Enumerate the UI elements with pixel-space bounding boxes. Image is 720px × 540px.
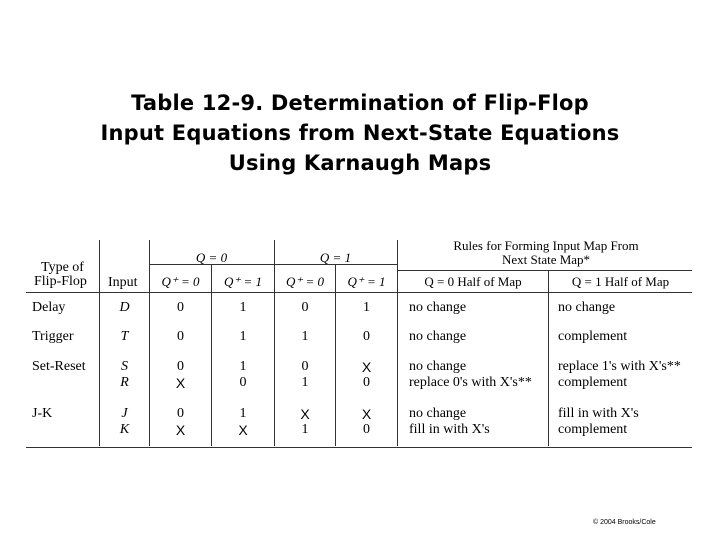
cell-inputs-row-1-line-1: D [119,300,130,315]
title-line-2: Input Equations from Next-State Equations [100,121,620,145]
cell-rule0-row-2-line-1: no change [409,329,467,344]
cell-rule1-row-3-line-1: replace 1's with X's** [558,359,681,374]
hrule-table-bottom [26,447,692,448]
cell-v00-row-3-line-2: X [175,375,186,391]
cell-rule0-row-3-line-2: replace 0's with X's** [409,375,532,390]
cell-v01-row-3-line-2: 0 [239,375,247,390]
cell-v11-row-4-line-1: X [361,406,372,422]
hrule-header-bottom [26,292,692,293]
title-line-3: Using Karnaugh Maps [228,151,492,175]
cell-type-row-3-line-1: Set-Reset [32,359,86,374]
cell-v11-row-3-line-1: X [361,359,372,375]
cell-rule1-row-3-line-2: complement [558,375,628,390]
cell-v00-row-1-line-1: 0 [177,300,184,315]
cell-v01-row-4-line-2: X [238,422,248,438]
cell-v00-row-4-line-2: X [175,422,186,438]
header-type-line-2: Flip-Flop [34,274,87,289]
copyright-notice: © 2004 Brooks/Cole [593,519,656,526]
cell-v01-row-1-line-1: 1 [239,300,247,315]
cell-rule0-row-4-line-2: fill in with X's [409,422,490,437]
header-half-1: Q = 1 Half of Map [571,274,670,289]
header-type-line-1: Type of [41,260,84,275]
cell-v01-row-4-line-1: 1 [239,406,247,421]
cell-v11-row-4-line-2: 0 [363,422,370,437]
cell-inputs-row-3-line-2: R [120,375,129,390]
flip-flop-table [26,238,692,448]
cell-v00-row-4-line-1: 0 [177,406,184,421]
cell-type-row-2-line-1: Trigger [32,329,74,344]
header-qplus0-a: Q⁺ = 0 [161,274,200,289]
cell-v01-row-3-line-1: 1 [239,359,247,374]
cell-v00-row-2-line-1: 0 [177,329,184,344]
cell-rule0-row-4-line-1: no change [409,406,467,421]
cell-v10-row-3-line-1: 0 [301,359,309,374]
cell-v11-row-3-line-2: 0 [363,375,370,390]
cell-v11-row-1-line-1: 1 [363,300,370,315]
cell-v10-row-3-line-2: 1 [301,375,309,390]
vrule-rule-halves [548,270,549,446]
cell-inputs-row-4-line-1: J [121,406,128,421]
cell-rule1-row-4-line-1: fill in with X's [558,406,639,421]
cell-v10-row-4-line-2: 1 [301,422,309,437]
header-qplus1-a: Q⁺ = 1 [223,274,263,289]
header-input: Input [108,275,138,290]
cell-v10-row-1-line-1: 0 [301,300,309,315]
header-qplus1-b: Q⁺ = 1 [347,274,386,289]
header-q0-group: Q = 0 [195,250,228,265]
cell-rule0-row-1-line-1: no change [409,300,467,315]
header-half-0: Q = 0 Half of Map [424,274,522,289]
cell-rule1-row-4-line-2: complement [558,422,628,437]
cell-v01-row-2-line-1: 1 [239,329,247,344]
cell-v00-row-3-line-1: 0 [177,359,184,374]
title-line-1: Table 12-9. Determination of Flip-Flop [131,91,589,115]
header-qplus0-b: Q⁺ = 0 [285,274,325,289]
cell-rule0-row-3-line-1: no change [409,359,467,374]
header-rules-line-1: Rules for Forming Input Map From [453,238,639,253]
cell-inputs-row-4-line-2: K [119,422,130,437]
cell-rule1-row-1-line-1: no change [558,300,616,315]
table-title [0,88,720,178]
hrule-rules-header [397,270,692,271]
cell-v10-row-4-line-1: X [300,406,310,422]
cell-inputs-row-3-line-1: S [121,359,128,374]
header-rules-line-2: Next State Map* [501,252,591,267]
header-q1-group: Q = 1 [319,250,352,265]
cell-type-row-1-line-1: Delay [32,300,66,315]
cell-v11-row-2-line-1: 0 [363,329,370,344]
cell-inputs-row-2-line-1: T [120,329,129,344]
cell-v10-row-2-line-1: 1 [301,329,309,344]
cell-rule1-row-2-line-1: complement [558,329,628,344]
cell-type-row-4-line-1: J-K [32,406,53,421]
